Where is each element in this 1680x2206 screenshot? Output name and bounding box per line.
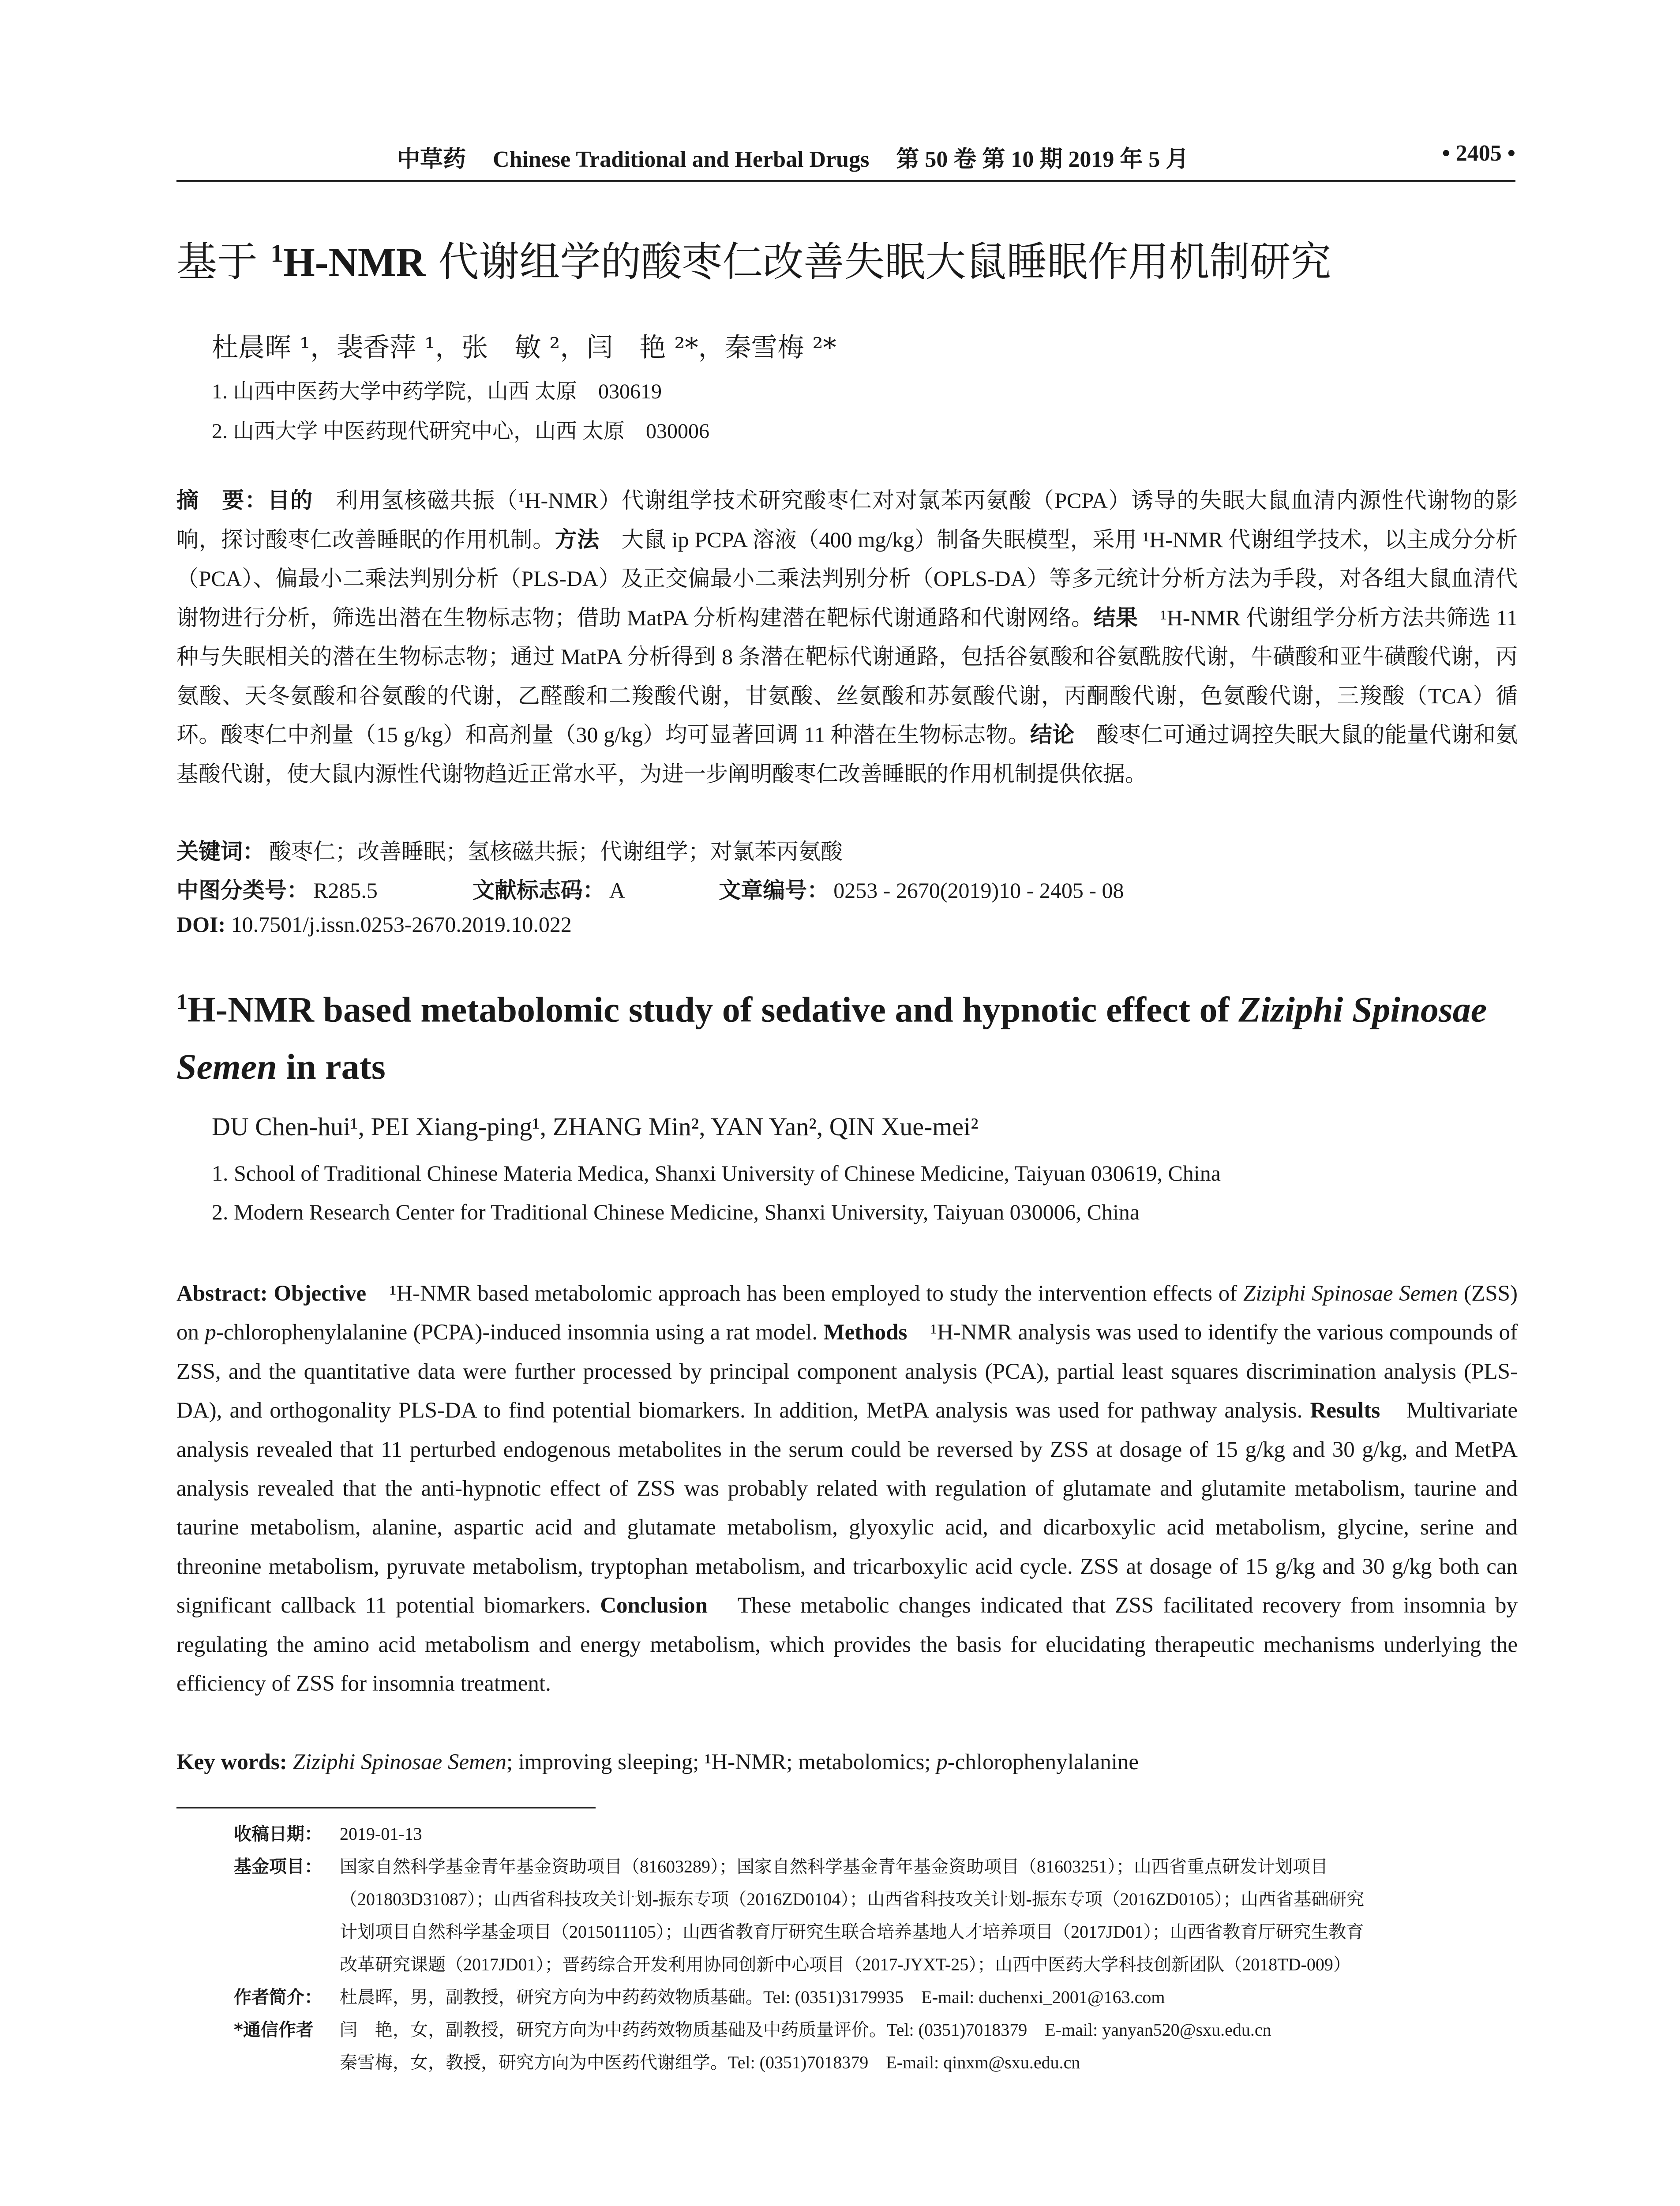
affiliation-cn-1: 1. 山西中医药大学中药学院，山西 太原 030619 [212, 380, 662, 403]
page-number: • 2405 • [1442, 141, 1515, 166]
classification-line: 中图分类号： R285.5 文献标志码： A 文章编号： 0253 - 2670(2019)10 - 2405 - 08 [176, 878, 1124, 903]
footnotes [234, 1818, 1518, 2079]
title-cn: 基于 $^1$H-NMR 代谢组学的酸枣仁改善失眠大鼠睡眠作用机制研究 [176, 238, 1331, 285]
authors-en: DU Chen-hui¹, PEI Xiang-ping¹, ZHANG Min², YAN Yan², QIN Xue-mei² [212, 1112, 979, 1141]
running-header [176, 140, 1515, 182]
footnote-divider [176, 1807, 596, 1808]
authors-cn: 杜晨晖 ¹，裴香萍 ¹，张 敏 ²，闫 艳 ²*，秦雪梅 ²* [212, 332, 836, 363]
journal-info [397, 140, 1210, 173]
keywords-cn: 关键词： 酸枣仁；改善睡眠；氢核磁共振；代谢组学；对氯苯丙氨酸 [176, 839, 843, 864]
journal-name-en: Chinese Traditional and Herbal Drugs [493, 147, 870, 172]
affiliation-en-1: 1. School of Traditional Chinese Materia Medica, Shanxi University of Chinese Medicine, Taiyuan 030619, China [212, 1161, 1221, 1186]
abstract-en: Abstract: Objective ¹H-NMR based metabolomic approach has been employed to study the intervention effects of Ziziphi Spinosae Semen (ZSS) on p-chlorophenylalanine (PCPA)-induced insomnia using a rat model. Methods ¹H-NMR analysis was used to identify the various compounds of ZSS, and the quantitative data were further processed by principal component analysis (PCA), partial least squares discrimination analysis (PLS-DA), and orthogonality PLS-DA to find potential biomarkers. In addition, MetPA analysis was used for pathway analysis. Results Multivariate analysis revealed that 11 perturbed endogenous metabolites in the serum could be reversed by ZSS at dosage of 15 g/kg and 30 g/kg, and MetPA analysis revealed that the anti-hypnotic effect of ZSS was probably related with regulation of glutamate and glutamite metabolism, taurine and taurine metabolism, alanine, aspartic acid and glutamate metabolism, glyoxylic acid, and dicarboxylic acid metabolism, glycine, serine and threonine metabolism, pyruvate metabolism, tryptophan metabolism, and tricarboxylic acid cycle. ZSS at dosage of 15 g/kg and 30 g/kg both can significant callback 11 potential biomarkers. Conclusion These metabolic changes indicated that ZSS facilitated recovery from insomnia by regulating the amino acid metabolism and energy metabolism, which provides the basis for elucidating therapeutic mechanisms underlying the efficiency of ZSS for insomnia treatment. [176, 1281, 1518, 1696]
fund-projects: 基金项目： 国家自然科学基金青年基金资助项目（81603289）；国家自然科学基金青年基金资助项目（81603251）；山西省重点研发计划项目 （201803D31087）；山西省科技攻关计划-振东专项（2016ZD0104）；山西省科技攻关计划-振东专项（2016ZD0105）；山西省基础研究 计划项目自然科学基金项目（2015011105）；山西省教育厅研究生联合培养基地人才培养项目（2017JD01）；山西省教育厅研究生教育 改革研究课题（2017JD01）；晋药综合开发利用协同创新中心项目（2017-JYXT-25）；山西中医药大学科技创新团队（2018TD-009） [234, 1857, 1365, 1974]
doi-line: DOI: 10.7501/j.issn.0253-2670.2019.10.022 [176, 912, 572, 937]
affiliation-en-2: 2. Modern Research Center for Traditional Chinese Medicine, Shanxi University, Taiyuan 030006, China [212, 1200, 1140, 1224]
title-en: $^1$H-NMR based metabolomic study of sedative and hypnotic effect of Ziziphi Spinosae Semen in rats [176, 989, 1487, 1087]
author-bio: 作者简介： 杜晨晖，男，副教授，研究方向为中药药效物质基础。Tel: (0351)3179935 E-mail: duchenxi_2001@163.com [234, 1987, 1165, 2007]
affiliation-cn-2: 2. 山西大学 中医药现代研究中心，山西 太原 030006 [212, 420, 710, 443]
abstract-cn: 摘 要：目的 利用氢核磁共振（¹H-NMR）代谢组学技术研究酸枣仁对对氯苯丙氨酸（PCPA）诱导的失眠大鼠血清内源性代谢物的影响，探讨酸枣仁改善睡眠的作用机制。方法 大鼠 ip PCPA 溶液（400 mg/kg）制备失眠模型，采用 ¹H-NMR 代谢组学技术，以主成分分析（PCA）、偏最小二乘法判别分析（PLS-DA）及正交偏最小二乘法判别分析（OPLS-DA）等多元统计分析方法为手段，对各组大鼠血清代谢物进行分析，筛选出潜在生物标志物；借助 MatPA 分析构建潜在靶标代谢通路和代谢网络。结果 ¹H-NMR 代谢组学分析方法共筛选 11 种与失眠相关的潜在生物标志物；通过 MatPA 分析得到 8 条潜在靶标代谢通路，包括谷氨酸和谷氨酰胺代谢，牛磺酸和亚牛磺酸代谢，丙氨酸、天冬氨酸和谷氨酸的代谢，乙醛酸和二羧酸代谢，甘氨酸、丝氨酸和苏氨酸代谢，丙酮酸代谢，色氨酸代谢，三羧酸（TCA）循环。酸枣仁中剂量（15 g/kg）和高剂量（30 g/kg）均可显著回调 11 种潜在生物标志物。结论 酸枣仁可通过调控失眠大鼠的能量代谢和氨基酸代谢，使大鼠内源性代谢物趋近正常水平，为进一步阐明酸枣仁改善睡眠的作用机制提供依据。 [176, 488, 1518, 786]
journal-issue: 第 50 卷 第 10 期 2019 年 5 月 [896, 147, 1189, 172]
journal-name-cn: 中草药 [397, 147, 466, 172]
keywords-en: Key words: Ziziphi Spinosae Semen; improving sleeping; ¹H-NMR; metabolomics; p-chlorophenylalanine [176, 1750, 1139, 1775]
received-date: 收稿日期： 2019-01-13 [234, 1824, 422, 1844]
corresponding-authors: *通信作者 闫 艳，女，副教授，研究方向为中药药效物质基础及中药质量评价。Tel: (0351)7018379 E-mail: yanyan520@sxu.edu.cn 秦雪梅，女，教授，研究方向为中医药代谢组学。Tel: (0351)7018379 E-mail: qinxm@sxu.edu.cn [234, 2020, 1271, 2072]
